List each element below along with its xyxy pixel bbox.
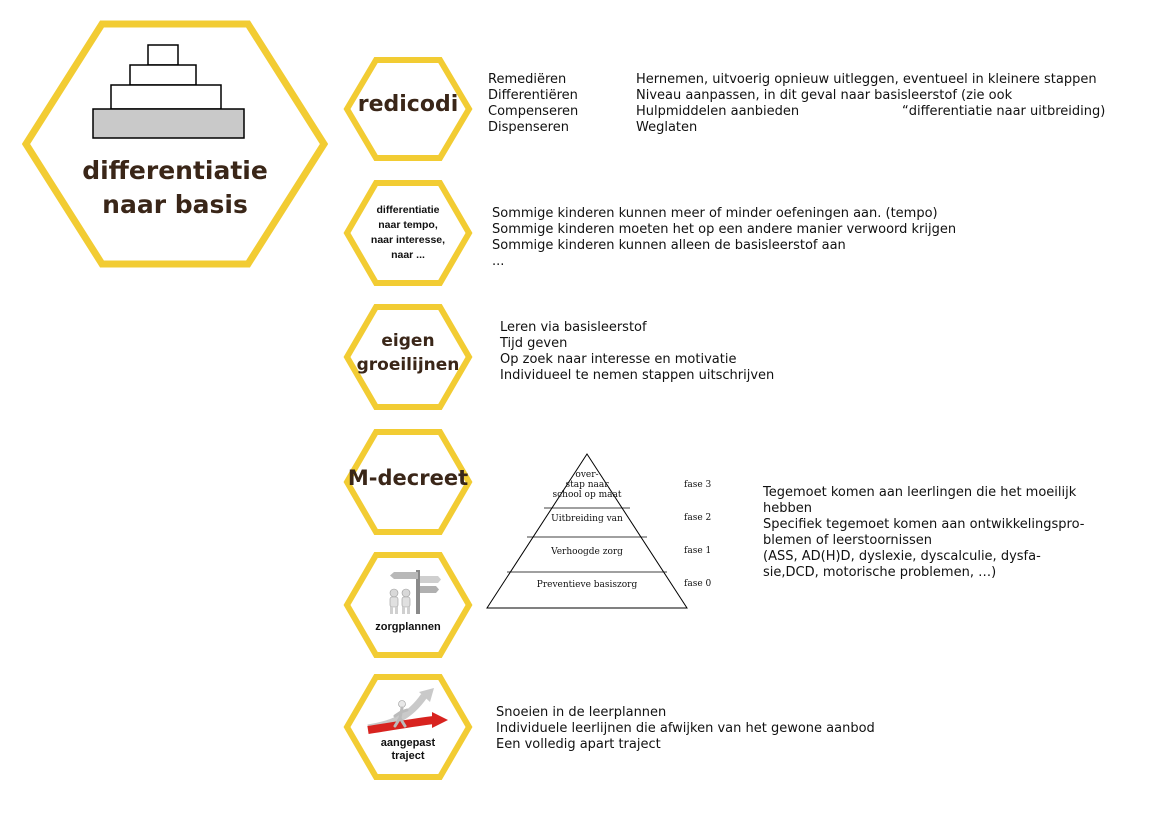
pyramid-label-line: Preventieve basiszorg xyxy=(536,580,638,590)
text-line: Tegemoet komen aan leerlingen die het moeilijk xyxy=(763,485,1077,500)
main-title-line2: naar basis xyxy=(102,190,248,219)
pyramid-label-line: over- xyxy=(575,470,599,480)
hex-label-traject xyxy=(342,737,474,763)
hex-label-line: naar interesse, xyxy=(370,234,446,246)
text-line: Individuele leerlijnen die afwijken van het gewone aanbod xyxy=(496,721,875,736)
text-line: Leren via basisleerstof xyxy=(500,320,647,335)
text-line: hebben xyxy=(763,501,812,516)
text-line: (ASS, AD(H)D, dyslexie, dyscalculie, dysfa- xyxy=(763,549,1041,564)
pyramid-level-0-label xyxy=(517,580,657,590)
redicodi-term: Compenseren xyxy=(488,104,579,119)
pyramid-level-1-label xyxy=(527,547,647,557)
redicodi-term: Differentiëren xyxy=(488,88,578,103)
hex-label-line: traject xyxy=(391,750,425,762)
redicodi-desc: Niveau aanpassen, in dit geval naar basisleerstof (zie ook xyxy=(636,88,1013,103)
text-line: Specifiek tegemoet komen aan ontwikkelingspro- xyxy=(763,517,1085,532)
traject-text xyxy=(496,705,875,753)
hex-label-groeilijnen xyxy=(342,329,474,377)
mdecreet-text xyxy=(763,485,1084,581)
fase-1-label: fase 1 xyxy=(684,546,712,556)
hex-label-line: eigen xyxy=(381,331,435,351)
signpost-people-icon xyxy=(380,566,442,616)
text-line: blemen of leerstoornissen xyxy=(763,533,933,548)
stacked-pyramid-icon xyxy=(92,44,246,140)
hex-label-line: differentiatie xyxy=(376,204,440,216)
fase-0-label: fase 0 xyxy=(684,579,712,589)
hex-label-line: naar ... xyxy=(391,249,425,261)
redicodi-desc: Hernemen, uitvoerig opnieuw uitleggen, eventueel in kleinere stappen xyxy=(636,72,1097,87)
text-line: Een volledig apart traject xyxy=(496,737,661,752)
redicodi-term: Remediëren xyxy=(488,72,567,87)
redicodi-desc: Weglaten xyxy=(636,120,698,135)
pyramid-label-line: school op maat xyxy=(552,490,622,500)
redicodi-term: Dispenseren xyxy=(488,120,569,135)
redicodi-extra: “differentiatie naar uitbreiding) xyxy=(902,104,1106,119)
pyramid-label-line: Uitbreiding van xyxy=(551,514,623,524)
text-line: Sommige kinderen kunnen meer of minder oefeningen aan. (tempo) xyxy=(492,206,938,221)
hex-label-zorgplannen: zorgplannen xyxy=(375,621,441,633)
fase-2-label: fase 2 xyxy=(684,513,712,523)
hex-label-line: aangepast xyxy=(380,737,436,749)
main-title-line1: differentiatie xyxy=(82,156,268,185)
differentiatie-text xyxy=(492,206,956,270)
groeilijnen-text xyxy=(500,320,774,384)
text-line: Op zoek naar interesse en motivatie xyxy=(500,352,737,367)
text-line: Sommige kinderen kunnen alleen de basisleerstof aan xyxy=(492,238,846,253)
hex-label-differentiatie xyxy=(342,203,474,263)
pyramid-label-line: stap naar xyxy=(565,480,609,490)
hex-label-line: groeilijnen xyxy=(356,355,460,375)
text-line: ... xyxy=(492,254,505,269)
pyramid-label-line: Verhoogde zorg xyxy=(551,547,623,557)
redicodi-desc: Hulpmiddelen aanbieden xyxy=(636,104,800,119)
pyramid-level-2-label xyxy=(527,514,647,524)
main-title xyxy=(60,154,290,222)
hex-label-mdecreet: M-decreet xyxy=(347,466,469,490)
diverging-arrows-icon xyxy=(364,686,452,736)
hex-label-line: naar tempo, xyxy=(378,219,438,231)
text-line: Sommige kinderen moeten het op een andere manier verwoord krijgen xyxy=(492,222,957,237)
text-line: Individueel te nemen stappen uitschrijven xyxy=(500,368,775,383)
text-line: Tijd geven xyxy=(500,336,568,351)
pyramid-level-3-label xyxy=(527,470,647,500)
text-line: sie,DCD, motorische problemen, …) xyxy=(763,565,997,580)
hex-label-redicodi: redicodi xyxy=(357,92,459,117)
fase-3-label: fase 3 xyxy=(684,480,712,490)
text-line: Snoeien in de leerplannen xyxy=(496,705,667,720)
